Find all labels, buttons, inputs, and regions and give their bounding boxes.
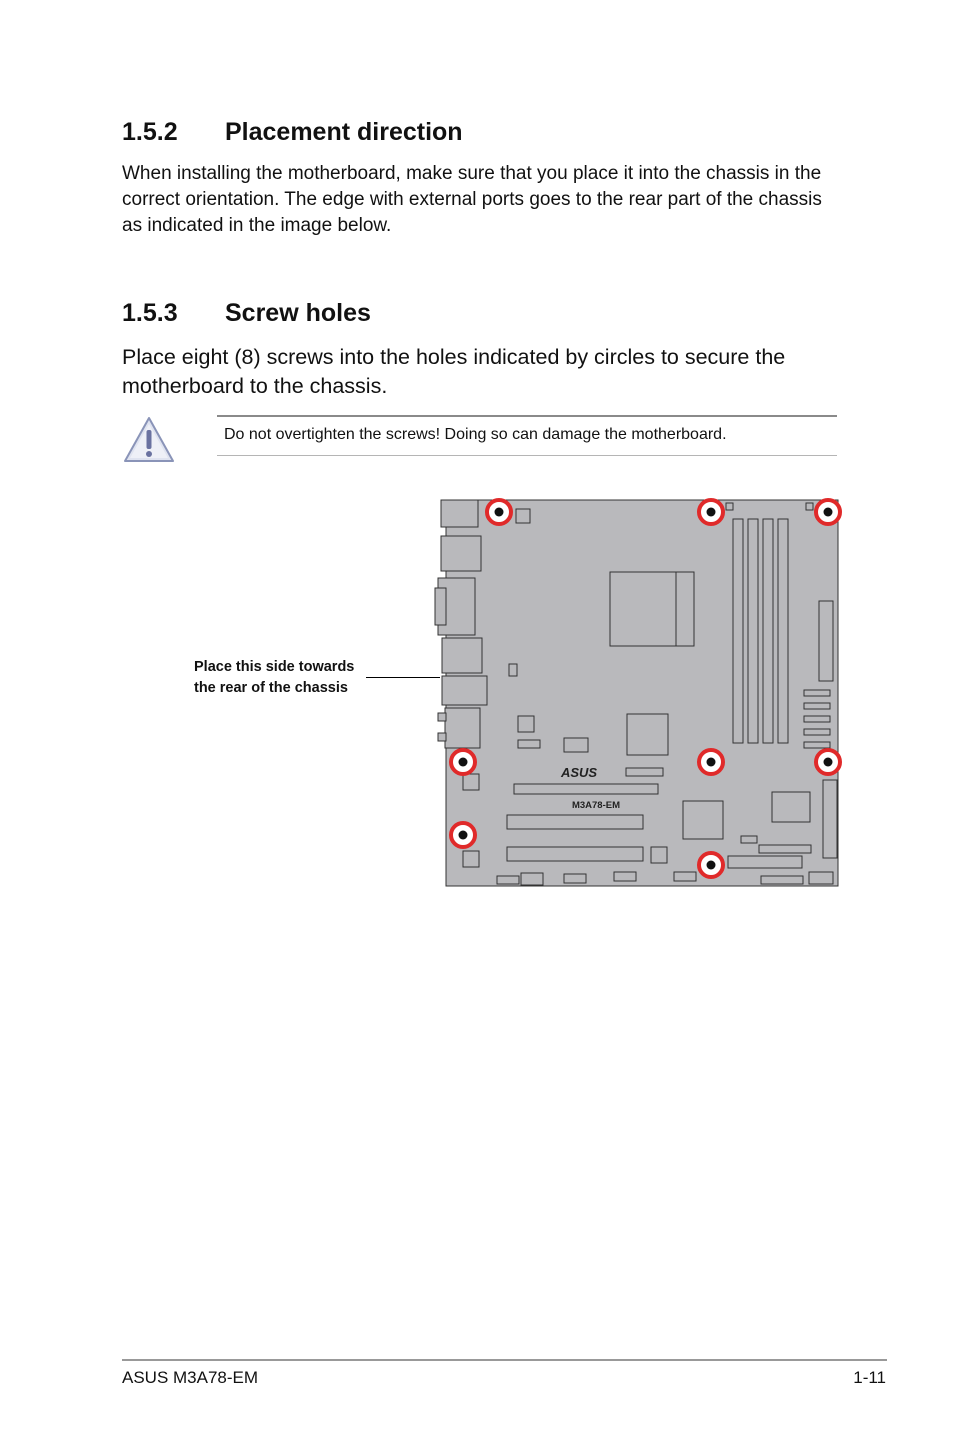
note-bottom-rule [217, 455, 837, 456]
footer-rule [122, 1359, 887, 1361]
callout-line-2: the rear of the chassis [194, 680, 348, 696]
screw-hole-center [707, 758, 716, 767]
motherboard-diagram [430, 490, 850, 894]
caution-triangle-icon [122, 415, 176, 465]
note-top-rule [217, 415, 837, 417]
caution-note-text: Do not overtighten the screws! Doing so can damage the motherboard. [224, 426, 727, 443]
placement-direction-text: When installing the motherboard, make sure that you place it into the chassis in the correct orientation. The edge with external ports goes to the rear part of the chassis as indicated in the image below. [122, 163, 822, 236]
section-title: Screw holes [225, 299, 371, 327]
callout-line-1: Place this side towards [194, 659, 355, 675]
callout-leader-line [366, 677, 440, 678]
rear-side-callout [194, 657, 354, 699]
screw-hole-center [707, 861, 716, 870]
screw-hole-center [459, 831, 468, 840]
board-model-label: M3A78-EM [571, 800, 621, 811]
screw-hole-center [495, 508, 504, 517]
board-brand-logo: ASUS [560, 765, 598, 780]
footer-product-name: ASUS M3A78-EM [122, 1368, 259, 1387]
section-number: 1.5.2 [122, 118, 178, 146]
section-heading-screw-holes [122, 299, 371, 328]
section-heading-placement-direction [122, 118, 463, 147]
screw-holes-text: Place eight (8) screws into the holes indicated by circles to secure the motherboard to the chassis. [122, 345, 786, 398]
footer-page-number: 1-11 [853, 1368, 886, 1387]
section-number: 1.5.3 [122, 299, 178, 327]
screw-hole-center [459, 758, 468, 767]
section-title: Placement direction [225, 118, 463, 146]
screw-hole-center [824, 758, 833, 767]
screw-hole-center [824, 508, 833, 517]
screw-hole-center [707, 508, 716, 517]
